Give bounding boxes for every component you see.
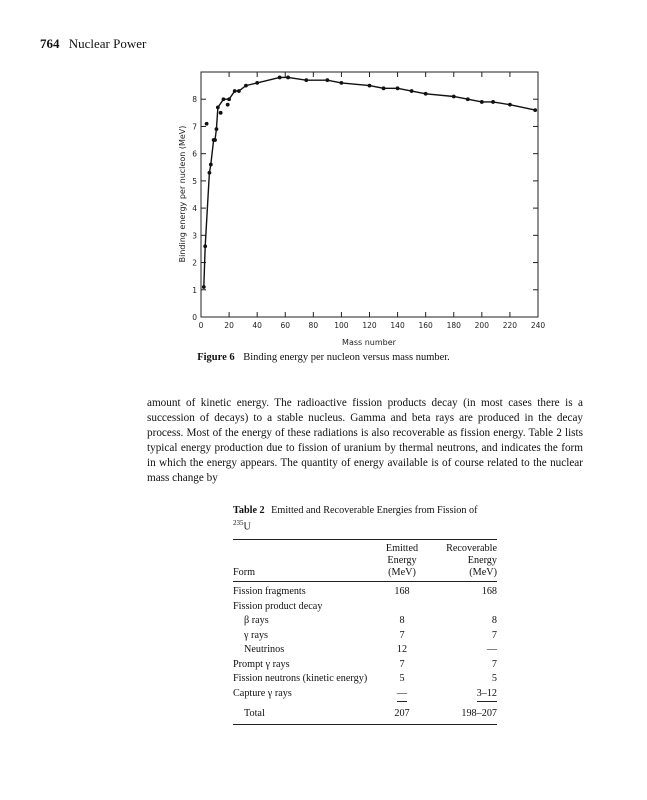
section-title: Nuclear Power xyxy=(68,36,147,51)
table-row: Capture γ rays — 3–12 xyxy=(233,687,497,703)
header-emitted-3: (MeV) xyxy=(373,567,431,582)
data-point xyxy=(508,103,512,107)
header-emitted-2: Energy xyxy=(387,555,417,567)
binding-energy-curve xyxy=(204,77,535,287)
y-tick-label: 4 xyxy=(192,204,197,214)
data-point xyxy=(340,81,344,85)
x-tick-label: 240 xyxy=(530,321,546,330)
y-tick-label: 5 xyxy=(192,176,197,186)
y-tick-label: 8 xyxy=(192,95,197,105)
header-emitted-1: Emitted xyxy=(373,540,431,556)
y-tick-label: 7 xyxy=(192,122,197,132)
header-recoverable-1: Recoverable xyxy=(431,540,497,556)
y-tick-label: 6 xyxy=(192,149,197,159)
data-point xyxy=(202,285,206,289)
x-tick-label: 100 xyxy=(334,321,349,330)
figure-caption xyxy=(0,352,647,363)
x-axis-label: Mass number xyxy=(342,338,396,347)
x-tick-label: 20 xyxy=(224,321,234,330)
body-paragraph: amount of kinetic energy. The radioactive fission products decay (in most cases there is a succession of decays) to a stable nucleus. Gamma and beta rays are produced in the decay process. Most of the energy of these radiations is also recoverable as fission energy. Table 2 lists typical energy production due to fission of uranium by thermal neutrons, and indicates the form in which the energy appears. The quantity of energy available is of course related to the nuclear mass change by xyxy=(147,397,583,484)
x-tick-label: 160 xyxy=(418,321,433,330)
data-point xyxy=(255,81,259,85)
x-tick-label: 0 xyxy=(198,321,204,330)
table-row: Fission product decay xyxy=(233,600,323,612)
data-point xyxy=(208,171,212,175)
x-tick-label: 40 xyxy=(252,321,262,330)
figure-caption-text: Binding energy per nucleon versus mass number. xyxy=(243,352,450,363)
data-point xyxy=(452,95,456,99)
x-tick-label: 200 xyxy=(474,321,489,330)
data-point xyxy=(226,103,230,107)
data-point xyxy=(222,97,226,101)
data-point xyxy=(533,108,537,112)
isotope-mass-number: 235 xyxy=(233,519,244,527)
data-point xyxy=(205,122,209,126)
table-title xyxy=(233,504,497,533)
data-point xyxy=(233,89,237,93)
y-axis-label: Binding energy per nucleon (MeV) xyxy=(178,125,187,263)
isotope-symbol: U xyxy=(243,521,251,533)
y-tick-label: 0 xyxy=(192,313,197,322)
data-point xyxy=(278,76,282,80)
data-point xyxy=(325,78,329,82)
data-point xyxy=(466,97,470,101)
data-point xyxy=(209,163,213,167)
table-total-row: Total 207 198–207 xyxy=(233,702,497,724)
table-row: Neutrinos 12 — xyxy=(244,644,497,656)
header-recoverable-3: (MeV) xyxy=(431,567,497,582)
data-point xyxy=(396,86,400,90)
figure-label: Figure 6 xyxy=(197,352,235,363)
page-number: 764 xyxy=(40,36,60,51)
table-row: Fission fragments 168 168 xyxy=(233,586,497,598)
x-tick-label: 140 xyxy=(390,321,405,330)
energy-table xyxy=(233,539,497,725)
x-tick-label: 120 xyxy=(362,321,377,330)
data-point xyxy=(368,84,372,88)
data-point xyxy=(227,97,231,101)
table-label: Table 2 xyxy=(233,505,265,516)
data-point xyxy=(480,100,484,104)
energy-table-block xyxy=(233,504,497,725)
data-point xyxy=(491,100,495,104)
x-tick-label: 60 xyxy=(280,321,291,330)
y-tick-label: 2 xyxy=(192,258,197,268)
table-row: Prompt γ rays 7 7 xyxy=(233,658,497,670)
data-point xyxy=(424,92,428,96)
data-point xyxy=(216,105,220,109)
data-point xyxy=(244,84,248,88)
running-head xyxy=(40,36,146,52)
table-row: γ rays 7 7 xyxy=(244,629,497,641)
header-recoverable-2: Energy xyxy=(467,555,497,567)
header-form: Form xyxy=(233,567,373,582)
axis-ticks xyxy=(201,72,538,317)
data-points xyxy=(202,76,537,289)
x-tick-label: 80 xyxy=(308,321,319,330)
x-tick-label: 180 xyxy=(446,321,461,330)
plot-frame xyxy=(201,72,538,317)
y-tick-label: 1 xyxy=(192,285,197,295)
data-point xyxy=(219,111,223,115)
x-tick-label: 220 xyxy=(502,321,518,330)
y-tick-label: 3 xyxy=(192,231,197,241)
data-point xyxy=(213,138,217,142)
data-point xyxy=(286,76,290,80)
x-tick-labels xyxy=(199,321,546,330)
data-point xyxy=(237,89,241,93)
data-point xyxy=(304,78,308,82)
data-point xyxy=(382,86,386,90)
binding-energy-chart xyxy=(170,62,560,350)
table-row: Fission neutrons (kinetic energy) 5 5 xyxy=(233,673,497,685)
data-point xyxy=(410,89,414,93)
y-tick-labels xyxy=(192,95,197,322)
data-point xyxy=(215,127,219,131)
table-row: β rays 8 8 xyxy=(244,615,497,627)
data-point xyxy=(203,244,207,248)
table-title-text: Emitted and Recoverable Energies from Fission of xyxy=(271,505,478,516)
